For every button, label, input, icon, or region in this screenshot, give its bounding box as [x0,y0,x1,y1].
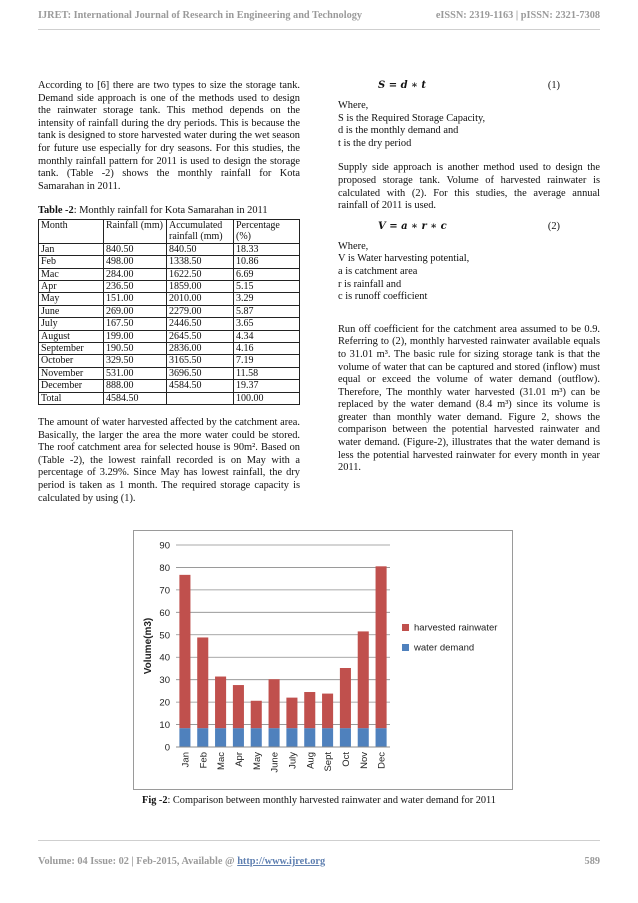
bar-water-demand [322,728,333,747]
table-cell: 4.34 [234,330,300,342]
bar-water-demand [215,728,226,747]
legend-swatch [402,624,409,631]
table-row [39,367,300,379]
x-tick-label: Jan [180,752,192,768]
x-tick-label: Nov [358,752,370,769]
x-tick-label: Apr [233,752,245,767]
bar-harvested-rainwater [251,701,262,728]
table-row [39,355,300,367]
table-cell: 329.50 [104,355,167,367]
table-cell: 1622.50 [167,268,234,280]
y-tick-label: 10 [159,720,170,732]
y-tick-label: 50 [159,630,170,642]
table-cell: Mac [39,268,104,280]
bar-harvested-rainwater [269,679,280,728]
y-tick-label: 80 [159,562,170,574]
table-cell: 4584.50 [167,380,234,392]
bar-water-demand [269,728,280,747]
table-cell: September [39,343,104,355]
bar-water-demand [286,728,297,747]
rainfall-table [38,219,300,405]
table-cell: 11.58 [234,367,300,379]
table-cell: August [39,330,104,342]
supply-side-paragraph: Supply side approach is another method used to design the proposed storage tank. Volume of harvested rainwater is calculated with (2). For this studies, the average annual rainfall of 2011 is used. [338,162,600,212]
table-row [39,330,300,342]
equation-1-formula: S = d ∗ t [378,80,427,91]
figure-caption-label: Fig -2 [142,795,168,806]
where-1-line: d is the monthly demand and [338,125,459,137]
table-row [39,243,300,255]
journal-title: IJRET: International Journal of Research in Engineering and Technology [38,10,363,21]
table-cell: Feb [39,256,104,268]
bar-water-demand [251,728,262,747]
footer-divider [38,840,600,841]
table-cell: 18.33 [234,243,300,255]
bar-harvested-rainwater [233,685,244,728]
where-2-line: V is Water harvesting potential, [338,253,470,265]
bar-harvested-rainwater [340,668,351,728]
table-cell: 531.00 [104,367,167,379]
y-tick-label: 20 [159,697,170,709]
equation-1-number: (1) [547,80,560,91]
bar-harvested-rainwater [286,698,297,729]
bar-harvested-rainwater [358,631,369,728]
table-header-row [39,219,300,243]
journal-issn: eISSN: 2319-1163 | pISSN: 2321-7308 [435,10,600,21]
table-row [39,392,300,404]
chart-frame [133,530,513,790]
bar-water-demand [197,728,208,747]
y-tick-label: 90 [159,540,170,552]
x-tick-label: May [251,752,263,770]
table-cell: 2279.00 [167,305,234,317]
bar-harvested-rainwater [215,677,226,729]
journal-link[interactable]: http://www.ijret.org [237,856,326,867]
table-row [39,256,300,268]
table-cell: Jan [39,243,104,255]
table-cell: Apr [39,280,104,292]
y-tick-label: 60 [159,607,170,619]
table-cell: 1859.00 [167,280,234,292]
table-cell: July [39,318,104,330]
table-cell: 269.00 [104,305,167,317]
table-cell: 4.16 [234,343,300,355]
table-header-cell: Percentage (%) [234,219,300,243]
harvest-demand-chart [134,531,512,789]
bar-harvested-rainwater [197,637,208,728]
table-row [39,343,300,355]
table-cell: 3696.50 [167,367,234,379]
table-cell: 151.00 [104,293,167,305]
page-header [38,10,600,21]
table-cell: 190.50 [104,343,167,355]
footer-volume [38,856,325,867]
equation-2 [338,221,600,235]
left-column [38,80,300,505]
equation-1 [338,80,600,94]
table-cell: May [39,293,104,305]
catchment-paragraph: The amount of water harvested affected by the catchment area. Basically, the larger the area the more water could be stored. The roof catchment area for selected house is 90m². Based on (Table -2), the lowest rainfall recorded is on May with a percentage of 3.29%. Since May has lowest rainfall, the dry period is taken as 1 month. The required storage capacity is calculated by using (1). [38,417,300,504]
x-tick-label: Oct [340,752,352,767]
bar-water-demand [376,728,387,747]
y-tick-label: 40 [159,652,170,664]
legend-label: water demand [414,642,475,654]
table-cell: 19.37 [234,380,300,392]
bar-water-demand [358,728,369,747]
figure-caption [38,795,600,806]
bar-water-demand [304,728,315,747]
table-cell: 2836.00 [167,343,234,355]
table-row [39,318,300,330]
table-caption-label: Table -2 [38,205,74,217]
bar-water-demand [179,728,190,747]
table-cell: 5.15 [234,280,300,292]
table-row [39,280,300,292]
where-2-line: a is catchment area [338,265,418,277]
table-header-cell: Accumulated rainfall (mm) [167,219,234,243]
table-cell: 2645.50 [167,330,234,342]
where-1-line: t is the dry period [338,137,412,149]
where-2-line: Where, [338,240,369,252]
bar-harvested-rainwater [179,575,190,728]
bar-harvested-rainwater [304,692,315,728]
x-tick-label: Mac [216,752,228,770]
page-footer [38,856,600,867]
x-tick-label: June [269,752,281,773]
table-header-cell: Rainfall (mm) [104,219,167,243]
table-cell: 4584.50 [104,392,167,404]
table-cell [167,392,234,404]
table-cell: 7.19 [234,355,300,367]
table-cell: 840.50 [104,243,167,255]
y-tick-label: 30 [159,675,170,687]
where-2-line: c is runoff coefficient [338,291,428,303]
x-tick-label: Feb [198,752,210,769]
intro-paragraph: According to [6] there are two types to size the storage tank. Demand side approach is one of the methods used to design the rainwater storage tank. This method depends on the intensity of rainfall during the dry periods. This is because the tank is designed to store harvested water during the wet season for future use especially for dry seasons. For this studies, the monthly rainfall pattern for 2011 is used to design the storage tank. (Table -2) shows the monthly rainfall for Kota Samarahan in 2011. [38,80,300,192]
table-cell: 3.65 [234,318,300,330]
bar-harvested-rainwater [322,694,333,729]
table-cell: 10.86 [234,256,300,268]
table-cell: 498.00 [104,256,167,268]
x-tick-label: July [287,752,299,769]
table-cell: June [39,305,104,317]
y-axis-label: Volume(m3) [143,617,154,675]
table-cell: November [39,367,104,379]
page-number: 589 [584,856,600,867]
table-cell: 5.87 [234,305,300,317]
table-row [39,380,300,392]
equation-2-number: (2) [547,220,560,232]
where-1-line: Where, [338,100,369,111]
x-tick-label: Sept [323,752,335,772]
table-cell: 100.00 [234,392,300,404]
footer-volume-text: Volume: 04 Issue: 02 | Feb-2015, Available @ [38,856,238,867]
bar-harvested-rainwater [376,566,387,728]
y-tick-label: 70 [159,585,170,597]
figure-caption-text: : Comparison between monthly harvested rainwater and water demand for 2011 [167,795,496,806]
table-cell: 3165.50 [167,355,234,367]
right-column [338,80,600,475]
bar-water-demand [233,728,244,747]
where-2-line: r is rainfall and [338,278,402,290]
table-cell: 2446.50 [167,318,234,330]
table-cell: 6.69 [234,268,300,280]
header-divider [38,29,600,30]
table-cell: 2010.00 [167,293,234,305]
table-cell: 840.50 [167,243,234,255]
table-row [39,268,300,280]
bar-water-demand [340,728,351,747]
table-cell: 199.00 [104,330,167,342]
table-row [39,305,300,317]
legend-label: harvested rainwater [414,622,498,634]
equation-2-formula: V = a ∗ r ∗ c [378,220,447,232]
legend-swatch [402,644,409,651]
y-tick-label: 0 [164,742,170,754]
table-row [39,293,300,305]
table-cell: December [39,380,104,392]
table-cell: 167.50 [104,318,167,330]
table-cell: 236.50 [104,280,167,292]
table-cell: 888.00 [104,380,167,392]
table-cell: October [39,355,104,367]
x-tick-label: Dec [376,752,388,769]
table-cell: 284.00 [104,268,167,280]
where-1-line: S is the Required Storage Capacity, [338,112,486,124]
table-header-cell: Month [39,219,104,243]
table-caption-text: : Monthly rainfall for Kota Samarahan in 2011 [73,205,268,217]
table-cell: 3.29 [234,293,300,305]
table-cell: Total [39,392,104,404]
table-caption [38,205,300,218]
table-cell: 1338.50 [167,256,234,268]
runoff-paragraph: Run off coefficient for the catchment area assumed to be 0.9. Referring to (2), monthly harvested rainwater available equals to 31.01 m³. The basic rule for sizing storage tank is that the volume of water that can be captured and stored (inflow) must equal or exceed the volume of water demand (outflow). Therefore, The monthly water harvested (31.01 m³) can be replaced by the water demand (8.4 m³) since its volume is greater than monthly water demand. Figure 2, shows the comparison between the potential harvested rainwater and water demand. (Figure-2), illustrates that the water demand is less the potential harvested rainwater for every month in year 2011. [338,323,600,474]
x-tick-label: Aug [305,752,317,769]
